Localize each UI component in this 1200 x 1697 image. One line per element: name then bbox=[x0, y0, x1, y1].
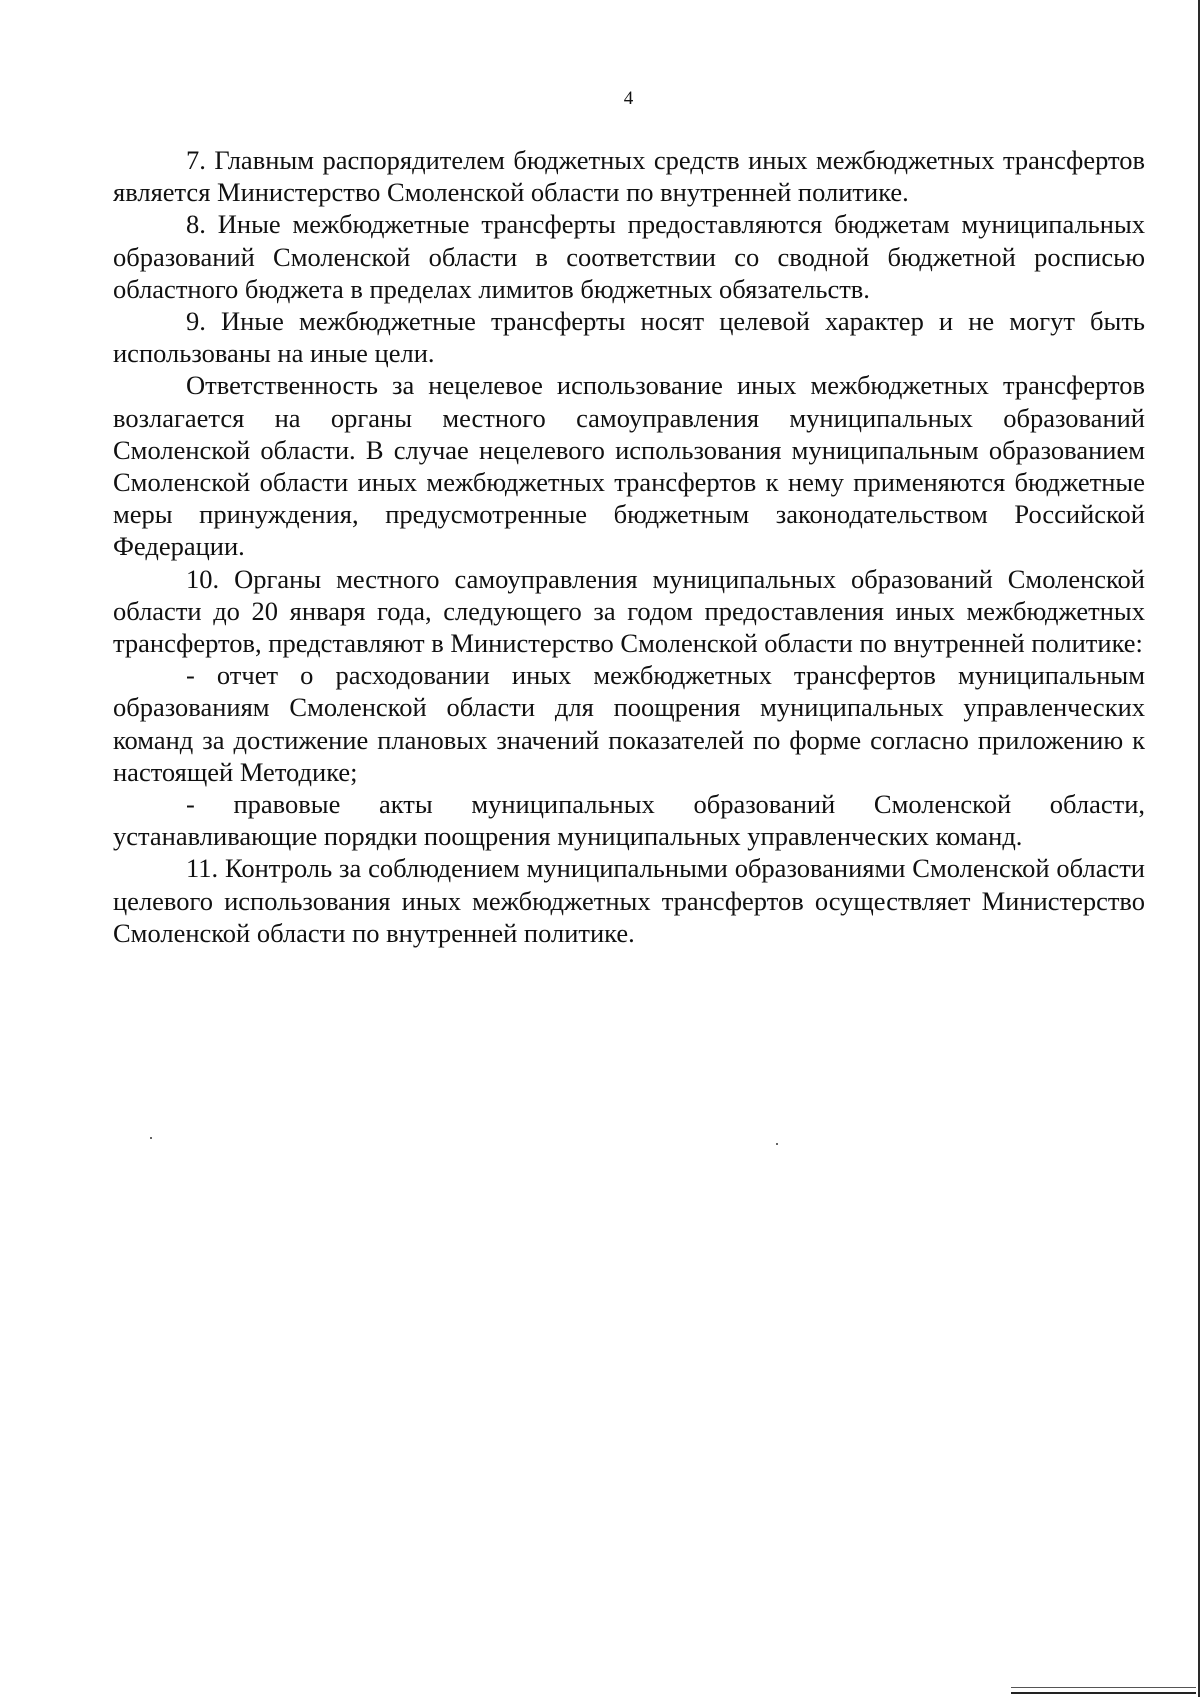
scan-bottom-mark bbox=[1011, 1692, 1196, 1694]
paragraph-responsibility: Ответственность за нецелевое использование иных межбюджетных трансфертов возлагается на органы местного самоуправления муниципальных образований Смоленской области. В случае нецелевого использования муниципальным образованием Смоленской области иных межбюджетных трансфертов к нему применяются бюджетные меры принуждения, предусмотренные бюджетным законодательством Российской Федерации. bbox=[113, 370, 1145, 562]
list-item-expenditure-report: - отчет о расходовании иных межбюджетных трансфертов муниципальным образованиям Смоленской области для поощрения муниципальных управленческих команд за достижение плановых значений показателей по форме согласно приложению к настоящей Методике; bbox=[113, 660, 1145, 787]
list-item-legal-acts: - правовые акты муниципальных образований Смоленской области, устанавливающие порядки поощрения муниципальных управленческих команд. bbox=[113, 789, 1145, 852]
scan-bottom-mark bbox=[1011, 1687, 1196, 1688]
document-body bbox=[113, 144, 1145, 949]
paragraph-10-reporting: 10. Органы местного самоуправления муниципальных образований Смоленской области до 20 января года, следующего за годом предоставления иных межбюджетных трансфертов, представляют в Министерство Смоленской области по внутренней политике: bbox=[113, 563, 1145, 659]
paragraph-11-control: 11. Контроль за соблюдением муниципальными образованиями Смоленской области целевого использования иных межбюджетных трансфертов осуществляет Министерство Смоленской области по внутренней политике. bbox=[113, 853, 1145, 948]
scan-speck bbox=[150, 1137, 152, 1139]
page-number: 4 bbox=[623, 88, 634, 109]
scan-speck bbox=[776, 1143, 778, 1145]
paragraph-7-chief-administrator: 7. Главным распорядителем бюджетных средств иных межбюджетных трансфертов является Министерство Смоленской области по внутренней политике. bbox=[113, 145, 1145, 208]
paragraph-9-targeted-purpose: 9. Иные межбюджетные трансферты носят целевой характер и не могут быть использованы на иные цели. bbox=[113, 306, 1145, 369]
paragraph-8-transfer-provision: 8. Иные межбюджетные трансферты предоставляются бюджетам муниципальных образований Смоленской области в соответствии со сводной бюджетной росписью областного бюджета в пределах лимитов бюджетных обязательств. bbox=[113, 209, 1145, 304]
